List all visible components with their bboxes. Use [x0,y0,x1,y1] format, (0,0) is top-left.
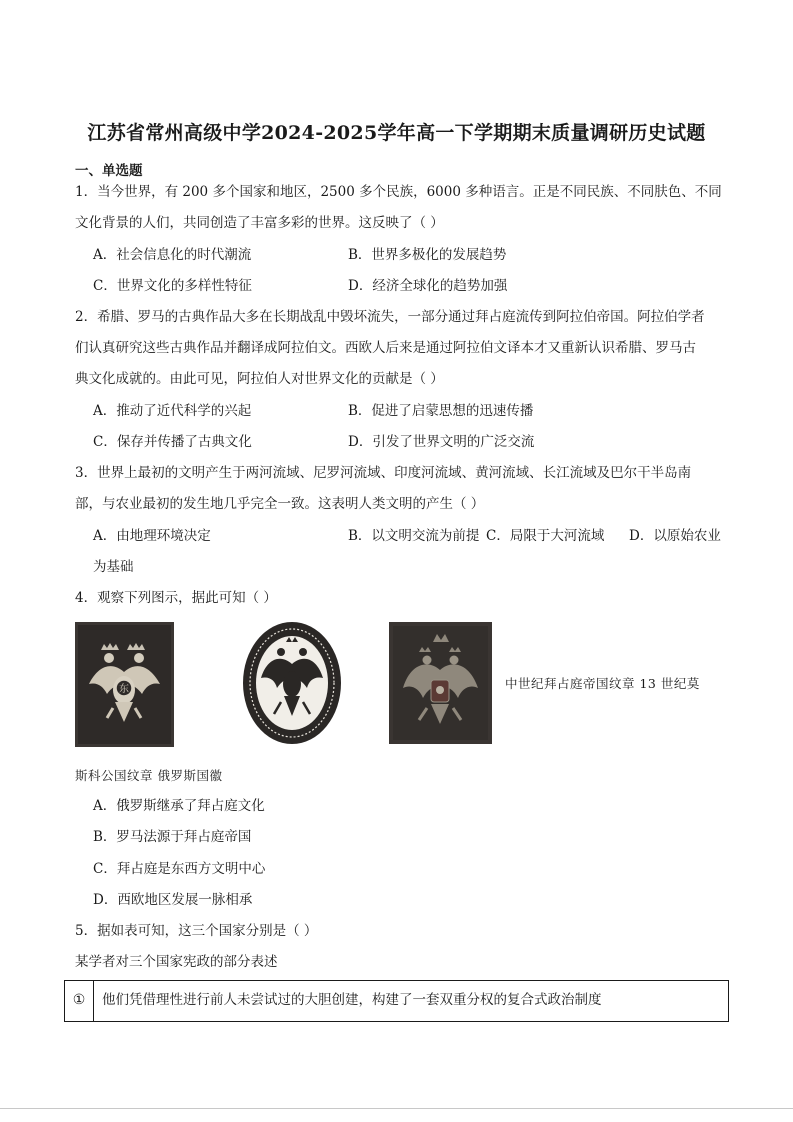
q1-stem-line-2: 文化背景的人们，共同创造了丰富多彩的世界。这反映了（ ） [75,215,444,231]
q5-table-intro: 某学者对三个国家宪政的部分表述 [75,954,278,970]
q3-option-d[interactable]: D．以原始农业 [629,528,721,544]
q2-stem-line-2: 们认真研究这些古典作品并翻译成阿拉伯文。西欧人后来是通过阿拉伯文译本才又重新认识希腊、罗马古 [75,340,696,356]
q4-stem-line-1: 4．观察下列图示，据此可知（ ） [75,590,277,606]
muscovy-seal-image [241,620,343,746]
q4-option-c[interactable]: C．拜占庭是东西方文明中心 [93,861,266,877]
q3-option-d-wrap: 为基础 [93,559,134,575]
q3-stem-line-1: 3．世界上最初的文明产生于两河流域、尼罗河流域、印度河流域、黄河流域、长江流域及巴尔干半岛南 [75,465,692,481]
q2-option-a[interactable]: A．推动了近代科学的兴起 [93,403,252,419]
table-row-text: 他们凭借理性进行前人未尝试过的大胆创建，构建了一套双重分权的复合式政治制度 [102,992,602,1008]
q1-stem-line-1: 1．当今世界，有 200 多个国家和地区，2500 多个民族，6000 多种语言。正是不同民族、不同肤色、不同 [75,184,722,200]
q2-option-c[interactable]: C．保存并传播了古典文化 [93,434,252,450]
page-bottom-rule [0,1108,793,1109]
q2-option-b[interactable]: B．促进了启蒙思想的迅速传播 [348,403,534,419]
q4-option-d[interactable]: D．西欧地区发展一脉相承 [93,892,253,908]
page-title: 江苏省常州高级中学2024-2025学年高一下学期期末质量调研历史试题 [87,122,706,144]
double-headed-eagle-icon [75,622,174,747]
image-caption-wrap: 斯科公国纹章 俄罗斯国徽 [75,768,223,783]
russia-coat-of-arms-image [389,622,492,744]
coat-of-arms-eagle-icon [389,622,492,744]
image-caption-right: 中世纪拜占庭帝国纹章 13 世纪莫 [505,676,700,691]
q3-option-b[interactable]: B．以文明交流为前提 [348,528,480,544]
q1-option-d[interactable]: D．经济全球化的趋势加强 [348,278,508,294]
seal-eagle-icon [241,620,343,746]
q3-stem-line-2: 部，与农业最初的发生地几乎完全一致。这表明人类文明的产生（ ） [75,496,485,512]
q5-table [64,980,729,1022]
q3-option-a[interactable]: A．由地理环境决定 [93,528,211,544]
svg-text:东: 东 [119,684,129,695]
q1-option-b[interactable]: B．世界多极化的发展趋势 [348,247,507,263]
q4-option-a[interactable]: A．俄罗斯继承了拜占庭文化 [93,798,265,814]
q5-stem-line-1: 5．据如表可知，这三个国家分别是（ ） [75,923,318,939]
table-row-number: ① [65,981,94,1021]
q2-stem-line-3: 典文化成就的。由此可见，阿拉伯人对世界文化的贡献是（ ） [75,371,444,387]
section-heading: 一、单选题 [75,163,143,179]
q2-option-d[interactable]: D．引发了世界文明的广泛交流 [348,434,535,450]
q3-option-c[interactable]: C．局限于大河流域 [486,528,605,544]
q1-option-a[interactable]: A．社会信息化的时代潮流 [93,247,252,263]
q2-stem-line-1: 2．希腊、罗马的古典作品大多在长期战乱中毁坏流失，一部分通过拜占庭流传到阿拉伯帝国。阿拉伯学者 [75,309,705,325]
q1-option-c[interactable]: C．世界文化的多样性特征 [93,278,252,294]
byzantine-emblem-image [75,622,174,747]
q4-option-b[interactable]: B．罗马法源于拜占庭帝国 [93,829,252,845]
